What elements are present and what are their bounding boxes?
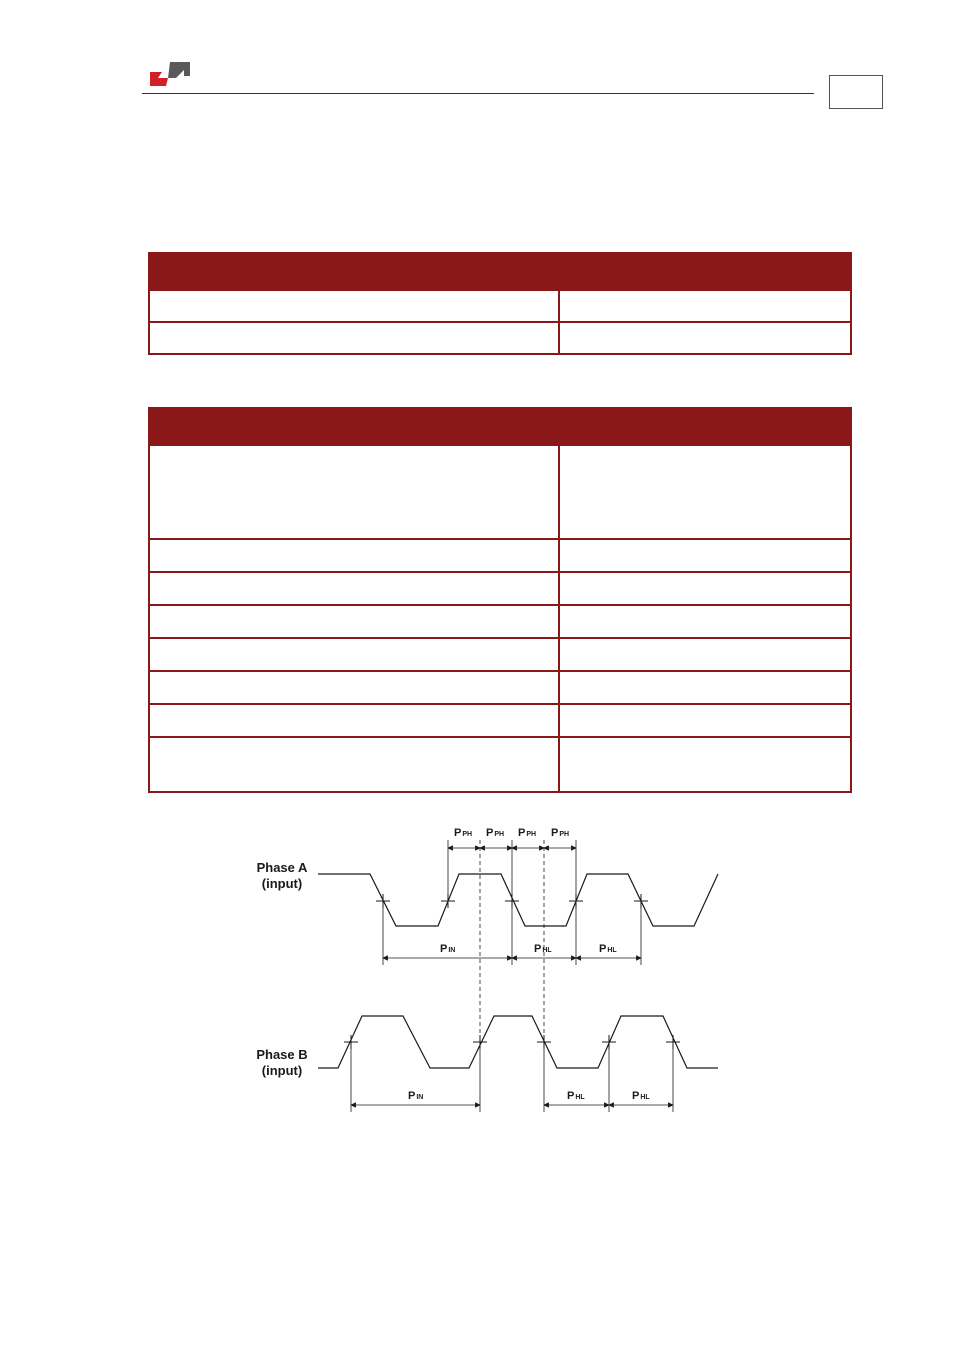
phl-label: PHL <box>632 1090 650 1102</box>
table-row <box>149 638 851 671</box>
pph-label: PPH <box>518 827 537 839</box>
pin-label: PIN <box>408 1090 424 1102</box>
table-cell <box>559 572 851 605</box>
table-header <box>149 253 851 290</box>
header-cell <box>559 253 851 290</box>
table-row <box>149 290 851 322</box>
spec-table-2 <box>148 407 852 793</box>
table-cell <box>149 572 559 605</box>
table-row <box>149 737 851 792</box>
phl-label: PHL <box>534 943 552 955</box>
spec-table-1 <box>148 252 852 355</box>
table-row <box>149 572 851 605</box>
table-cell <box>559 605 851 638</box>
phl-label: PHL <box>567 1090 585 1102</box>
table-cell <box>149 704 559 737</box>
quadrature-timing-diagram <box>240 815 740 1125</box>
phase-a-dimension-lines <box>383 908 641 965</box>
table-row <box>149 322 851 354</box>
pph-label: PPH <box>551 827 570 839</box>
header-rule <box>142 93 814 94</box>
phase-a-label: Phase A <box>256 860 308 875</box>
pin-label: PIN <box>440 943 456 955</box>
table-row <box>149 539 851 572</box>
table-cell <box>149 322 559 354</box>
header-cell <box>559 408 851 445</box>
table-row <box>149 605 851 638</box>
table-cell <box>149 605 559 638</box>
table-cell <box>559 704 851 737</box>
header-cell <box>149 408 559 445</box>
phase-b-label: Phase B <box>256 1047 308 1062</box>
pph-label: PPH <box>454 827 473 839</box>
phase-a-label-sub: (input) <box>261 876 303 891</box>
pph-label: PPH <box>486 827 505 839</box>
phl-label: PHL <box>599 943 617 955</box>
table-cell <box>149 539 559 572</box>
table-cell <box>559 445 851 539</box>
company-logo <box>148 58 192 90</box>
table-row <box>149 704 851 737</box>
table-cell <box>559 737 851 792</box>
table-cell <box>149 737 559 792</box>
table-cell <box>149 445 559 539</box>
table-cell <box>559 290 851 322</box>
phase-b-dimension-lines <box>351 1049 673 1112</box>
phase-b-waveform <box>318 1016 718 1068</box>
table-cell <box>149 671 559 704</box>
table-cell <box>149 638 559 671</box>
table-cell <box>559 671 851 704</box>
table-header <box>149 408 851 445</box>
phase-b-label-sub: (input) <box>261 1063 303 1078</box>
phase-a-waveform <box>318 874 718 926</box>
page-number-box <box>829 75 883 109</box>
table-cell <box>559 638 851 671</box>
table-cell <box>559 539 851 572</box>
header-cell <box>149 253 559 290</box>
phase-b-crossing-ticks <box>344 1035 680 1049</box>
table-row <box>149 671 851 704</box>
table-row <box>149 445 851 539</box>
table-cell <box>559 322 851 354</box>
phase-a-crossing-ticks <box>376 894 648 908</box>
table-cell <box>149 290 559 322</box>
